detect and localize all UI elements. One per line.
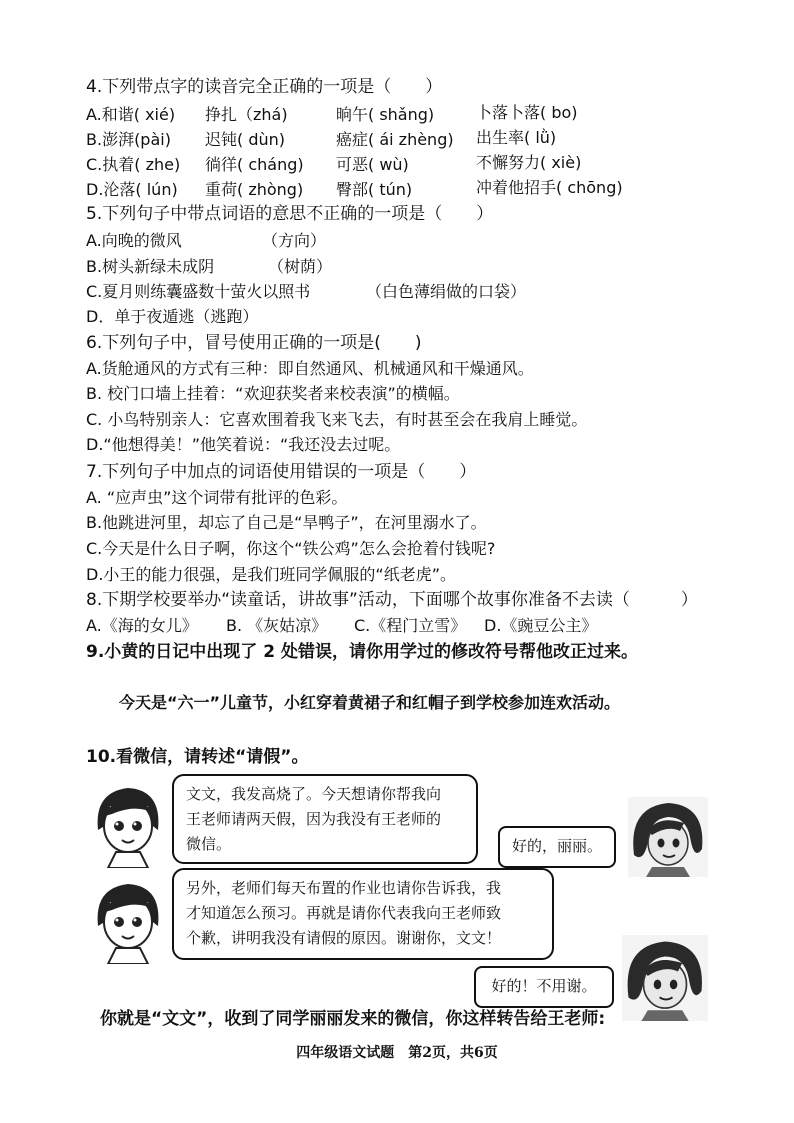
q4-c3: 可恶( wù): [336, 155, 409, 174]
message-2-line-1: 另外，老师们每天布置的作业也请你告诉我，我: [186, 879, 502, 897]
wechat-message-1: [172, 774, 478, 864]
q9-stem: 9.小黄的日记中出现了 2 处错误，请你用学过的修改符号帮他改正过来。: [86, 642, 638, 662]
q4-b2: 迟钝( dùn): [205, 130, 286, 149]
q6-option-a: A.货舱通风的方式有三种：即自然通风、机械通风和干燥通风。: [86, 359, 534, 378]
q6-option-c: C. 小鸟特别亲人：它喜欢围着我飞来飞去，有时甚至会在我肩上睡觉。: [86, 410, 588, 429]
q4-b1: B.澎湃(pài): [86, 130, 171, 149]
q9-diary-sentence: 今天是“六一”儿童节，小红穿着黄裙子和红帽子到学校参加连欢活动。: [119, 693, 621, 712]
message-2-line-3: 个歉，讲明我没有请假的原因。谢谢你，文文！: [186, 929, 502, 947]
q5-option-c: C.夏月则练囊盛数十萤火以照书: [86, 282, 311, 301]
q4-d2: 重荷( zhòng): [205, 180, 304, 199]
q5-stem: 5.下列句子中带点词语的意思不正确的一项是（ ）: [86, 204, 494, 224]
q8-option-b: B. 《灰姑凉》: [226, 616, 328, 635]
q5-option-b-note: （树荫）: [268, 257, 333, 276]
q6-option-d: D.“他想得美！”他笑着说：“我还没去过呢。: [86, 435, 401, 454]
q5-option-a: A.向晚的微风: [86, 231, 182, 250]
q5-option-b: B.树头新绿未成阴: [86, 257, 215, 276]
q4-a4: 卜落卜落( bo): [476, 103, 578, 122]
reply-2-text: 好的！不用谢。: [491, 977, 597, 995]
message-1-line-1: 文文，我发高烧了。今天想请你帮我向: [186, 785, 442, 803]
q5-option-a-note: （方向）: [262, 231, 327, 250]
q8-stem: 8.下期学校要举办“读童话，讲故事”活动，下面哪个故事你准备不去读（ ）: [86, 590, 698, 610]
q4-c1: C.执着( zhe): [86, 155, 181, 174]
q8-option-d: D.《豌豆公主》: [484, 616, 598, 635]
message-1-line-3: 微信。: [186, 835, 232, 853]
q4-a2: 挣扎（zhá): [205, 105, 288, 124]
friend-avatar-icon-2: [622, 935, 708, 1021]
page-footer: 四年级语文试题 第2页，共6页: [296, 1045, 498, 1061]
q4-a1: A.和谐( xié): [86, 105, 176, 124]
q6-stem: 6.下列句子中，冒号使用正确的一项是( ): [86, 333, 422, 353]
q4-c2: 徜徉( cháng): [205, 155, 304, 174]
q5-option-d: D．单于夜遁逃（逃跑）: [86, 307, 259, 326]
wechat-reply-2: [474, 966, 614, 1008]
q4-b3: 癌症( ái zhèng): [336, 130, 454, 149]
q7-option-a: A. “应声虫”这个词带有批评的色彩。: [86, 488, 348, 507]
q4-c4: 不懈努力( xiè): [476, 153, 582, 172]
friend-avatar-icon: [628, 797, 708, 877]
q7-option-b: B.他跳进河里，却忘了自己是“旱鸭子”，在河里溺水了。: [86, 513, 487, 532]
q4-d3: 臀部( tún): [336, 180, 413, 199]
girl-avatar-icon-2: [90, 876, 166, 964]
q6-option-b: B. 校门口墙上挂着：“欢迎获奖者来校表演”的横幅。: [86, 384, 460, 403]
q4-a3: 晌午( shǎng): [336, 105, 435, 124]
q5-option-c-note: （白色薄绢做的口袋）: [366, 282, 527, 301]
girl-avatar-icon: [90, 780, 166, 868]
q10-stem: 10.看微信，请转述“请假”。: [86, 747, 309, 767]
q7-option-c: C.今天是什么日子啊，你这个“铁公鸡”怎么会抢着付钱呢?: [86, 539, 496, 558]
q7-option-d: D.小王的能力很强，是我们班同学佩服的“纸老虎”。: [86, 565, 456, 584]
q4-stem: 4.下列带点字的读音完全正确的一项是（ ）: [86, 77, 443, 97]
q8-option-a: A.《海的女儿》: [86, 616, 198, 635]
wechat-reply-1: [498, 826, 616, 868]
q4-b4: 出生率( lǜ): [476, 128, 557, 147]
q10-prompt: 你就是“文文”，收到了同学丽丽发来的微信，你这样转告给王老师:: [100, 1009, 606, 1029]
q4-d1: D.沦落( lún): [86, 180, 178, 199]
reply-1-text: 好的，丽丽。: [512, 837, 603, 855]
q4-d4: 冲着他招手( chōng): [476, 178, 623, 197]
q8-option-c: C.《程门立雪》: [354, 616, 467, 635]
q7-stem: 7.下列句子中加点的词语使用错误的一项是（ ）: [86, 462, 477, 482]
message-1-line-2: 王老师请两天假，因为我没有王老师的: [186, 810, 442, 828]
wechat-message-2: [172, 868, 554, 960]
message-2-line-2: 才知道怎么预习。再就是请你代表我向王老师致: [186, 904, 502, 922]
